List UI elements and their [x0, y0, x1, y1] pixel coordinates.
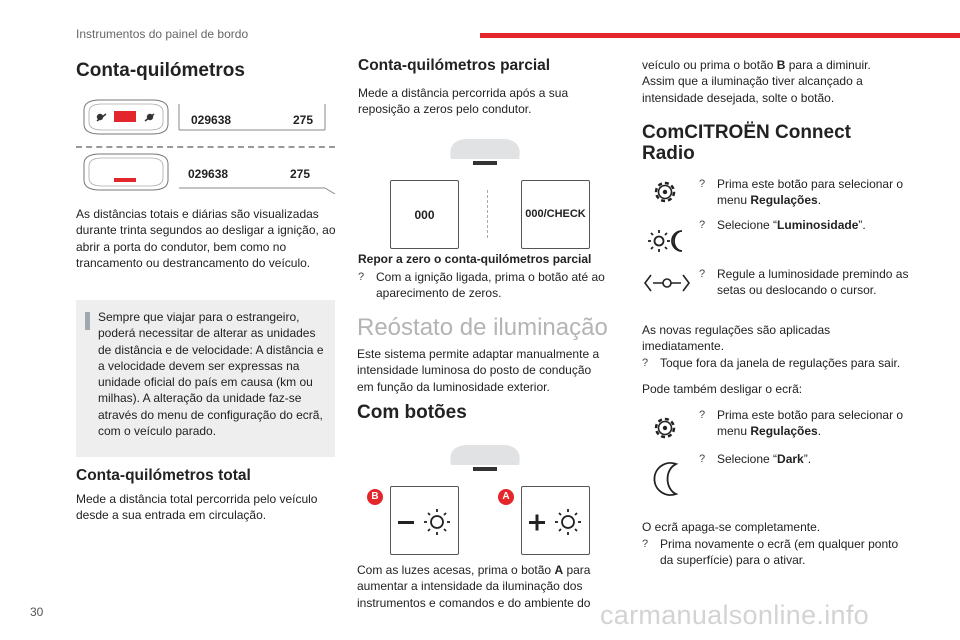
connect-title-line1: ComCITROËN Connect — [642, 122, 851, 143]
step2-text: Selecione “ — [717, 218, 778, 232]
step5-item: Dark — [777, 452, 804, 466]
connect-radio-title — [642, 122, 902, 164]
divider — [76, 146, 335, 148]
info-text: Sempre que viajar para o estrangeiro, poderá necessitar de alterar as unidades de distância e de velocidade: A distância e a velocidade devem ser expressas na unidade oficial do país em causa (km ou milhas). A alteração da unidade faz-se através do menu de configuração do ecrã, com o veículo parado. — [98, 310, 324, 439]
odometer-total-value: 029638 — [191, 113, 232, 127]
trip-odometer-title: Conta-quilómetros parcial — [358, 57, 551, 74]
connect-step-5 — [699, 451, 917, 467]
trip-odometer-text: Mede a distância percorrida após a sua reposição a zeros pelo condutor. — [358, 86, 569, 117]
settings-gear-icon[interactable] — [650, 177, 680, 207]
step5-end: ”. — [803, 452, 812, 466]
cont-text-part1: veículo ou prima o botão — [642, 58, 777, 72]
bullet-icon: ? — [699, 453, 706, 465]
lights-text-continued — [642, 57, 892, 106]
step3-text: Regule a luminosidade premindo as setas ou deslocando o cursor. — [717, 267, 909, 298]
bullet-icon: ? — [699, 219, 706, 231]
connect-step-3 — [699, 266, 917, 299]
reset-step — [358, 269, 616, 302]
connect-step-1 — [699, 176, 917, 209]
trip-display-after — [521, 180, 590, 249]
rheostat-title: Reóstato de iluminação — [357, 314, 608, 341]
button-a-label: A — [498, 489, 514, 505]
screen-off-text: Pode também desligar o ecrã: — [642, 382, 803, 396]
bullet-icon: ? — [642, 357, 649, 369]
brightness-up-icon — [522, 487, 588, 553]
dark-moon-icon[interactable] — [650, 460, 684, 498]
info-box — [76, 300, 335, 457]
blank-step — [642, 536, 900, 569]
brightness-down-icon — [391, 487, 457, 553]
brightness-sun-moon-icon[interactable] — [646, 228, 688, 254]
lights-text-button-a: A — [554, 563, 564, 577]
step5-text: Selecione “ — [717, 452, 778, 466]
reset-step-text: Com a ignição ligada, prima o botão até ao aparecimento de zeros. — [376, 270, 605, 301]
lights-text-part1: Com as luzes acesas, prima o botão — [357, 563, 555, 577]
blank-step-text: Prima novamente o ecrã (em qualquer ponto da superfície) para o ativar. — [660, 537, 899, 568]
odometer-title: Conta-quilómetros — [76, 60, 245, 81]
trip-display-check: 000/CHECK — [525, 208, 586, 220]
step2-item: Luminosidade — [777, 218, 859, 232]
dimmer-plus-button[interactable] — [521, 486, 590, 555]
info-icon — [85, 312, 90, 330]
step1-text: Prima este botão para selecionar o menu — [717, 177, 904, 208]
step4-menu: Regulações — [750, 424, 818, 439]
dimmer-knob-icon — [445, 443, 525, 475]
cont-text-part2: para a diminuir. Assim que a iluminação tiver alcançado a intensidade desejada, solte o botão. — [642, 58, 871, 105]
dimmer-minus-button[interactable] — [390, 486, 459, 555]
applied-text: As novas regulações são aplicadas imediatamente. — [642, 323, 831, 354]
step1-menu: Regulações — [750, 193, 818, 208]
odometer-trip-value: 275 — [293, 113, 314, 127]
reset-knob-icon — [445, 137, 525, 169]
settings-gear-icon[interactable] — [650, 413, 680, 443]
connect-title-line2: Radio — [642, 143, 695, 164]
button-b-label: B — [367, 489, 383, 505]
odometer-total-value: 029638 — [188, 167, 229, 181]
trip-display-before — [390, 180, 459, 249]
header-accent-bar — [480, 33, 960, 38]
rheostat-text: Este sistema permite adaptar manualmente a intensidade luminosa do posto de condução em função da luminosidade exterior. — [357, 347, 600, 394]
odometer-illustration-2 — [80, 152, 340, 194]
connect-step-4 — [699, 407, 917, 440]
blank-text: O ecrã apaga-se completamente. — [642, 520, 821, 534]
reset-title: Repor a zero o conta-quilómetros parcial — [358, 252, 592, 266]
step4-end: . — [817, 424, 822, 439]
cont-text-button-b: B — [776, 58, 786, 72]
odometer-illustration-1 — [80, 98, 340, 138]
step2-end: ”. — [858, 218, 866, 232]
applied-step — [642, 355, 925, 371]
display-separator — [487, 190, 488, 238]
slider-arrows-icon[interactable] — [643, 271, 691, 295]
odometer-description: As distâncias totais e diárias são visualizadas durante trinta segundos ao desligar a ignição, ao abrir a porta do condutor, bem como no trancamento ou destrancamento do veículo. — [76, 207, 336, 270]
total-odometer-text: Mede a distância total percorrida pelo veículo desde a sua entrada em circulação. — [76, 492, 318, 523]
trip-display-value: 000 — [414, 208, 435, 222]
step1-end: . — [817, 193, 822, 208]
lights-text — [357, 562, 607, 611]
bullet-icon: ? — [358, 271, 365, 283]
watermark: carmanualsonline.info — [600, 600, 869, 630]
bullet-icon: ? — [699, 268, 706, 280]
total-odometer-title: Conta-quilómetros total — [76, 467, 251, 484]
bullet-icon: ? — [642, 538, 649, 550]
odometer-trip-value: 275 — [290, 167, 311, 181]
step4-text: Prima este botão para selecionar o menu — [717, 408, 904, 439]
bullet-icon: ? — [699, 178, 706, 190]
bullet-icon: ? — [699, 409, 706, 421]
page-number: 30 — [30, 605, 44, 619]
buttons-title: Com botões — [357, 402, 467, 423]
applied-step-text: Toque fora da janela de regulações para sair. — [660, 356, 901, 370]
section-header: Instrumentos do painel de bordo — [76, 27, 249, 41]
connect-step-2 — [699, 217, 917, 233]
lights-text-part2: para aumentar a intensidade da iluminação dos instrumentos e comandos e do ambiente do — [357, 563, 591, 610]
